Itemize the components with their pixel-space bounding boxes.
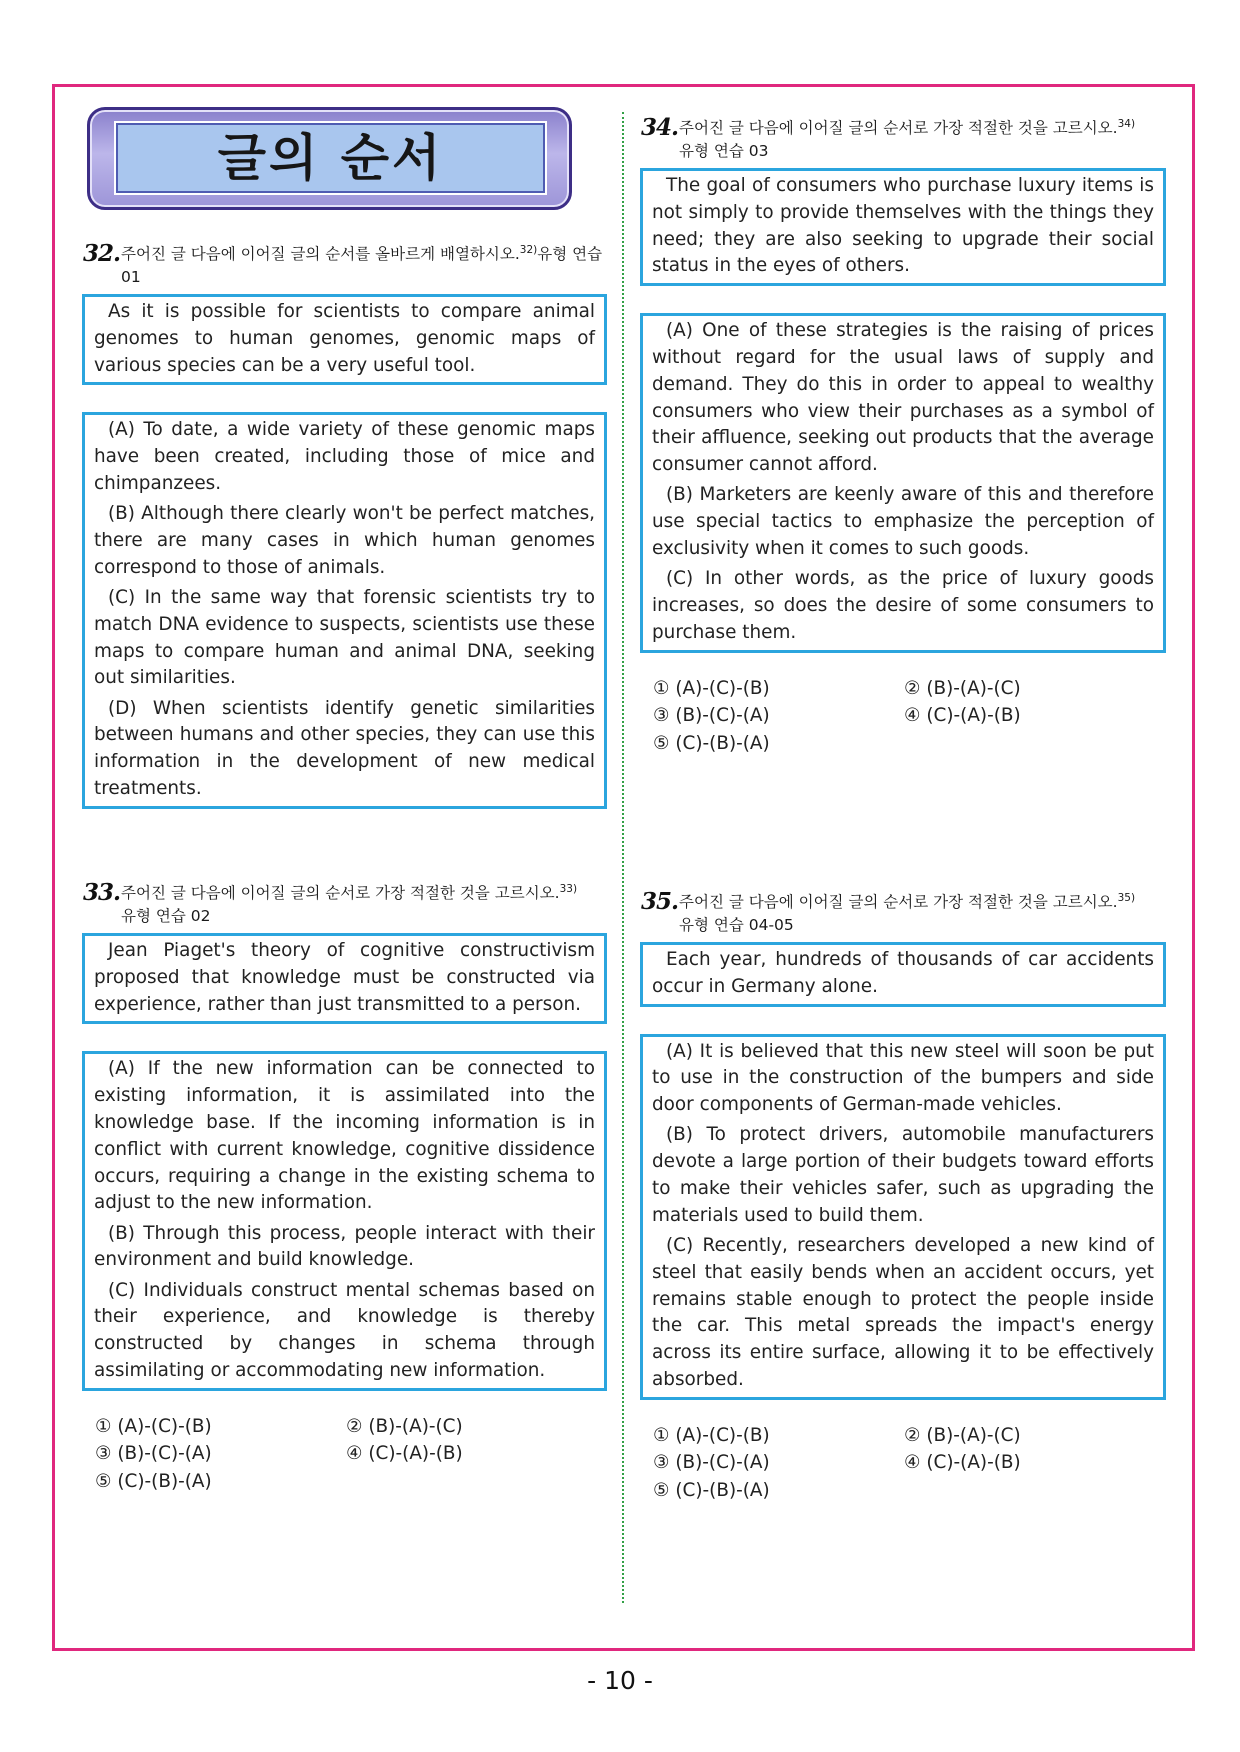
given-passage-text: Jean Piaget's theory of cognitive constructivism proposed that knowledge must be constructed via experience, rather than just transmitted to a person. — [94, 940, 595, 1015]
answer-option-4: ④ (C)-(A)-(B) — [904, 705, 1021, 727]
section-title-panel — [116, 123, 545, 193]
ordering-passages-box — [640, 1034, 1166, 1400]
answer-option-2: ② (B)-(A)-(C) — [904, 677, 1021, 699]
answer-option-3: ③ (B)-(C)-(A) — [95, 1443, 212, 1465]
footnote-marker: 35) — [1117, 892, 1136, 904]
passage-c: (C) Recently, researchers developed a new kind of steel that easily bends when an accident occurs, yet remains stable enough to protect the people inside the car. This metal spreads the impact's energy across its entire surface, allowing it to be effectively absorbed. — [652, 1234, 1154, 1390]
section-title-banner — [87, 107, 572, 210]
answer-options — [640, 1422, 1166, 1505]
answer-options — [640, 675, 1166, 758]
answer-option-5: ⑤ (C)-(B)-(A) — [653, 732, 770, 754]
question-header — [82, 240, 607, 288]
page-number: - 10 - — [587, 1666, 653, 1695]
footnote-marker: 34) — [1117, 118, 1136, 130]
passage-c: (C) In other words, as the price of luxury goods increases, so does the desire of some consumers to purchase them. — [652, 568, 1154, 643]
section-title: 글의 순서 — [217, 129, 444, 187]
question-34 — [640, 114, 1166, 757]
given-passage-box — [82, 933, 607, 1024]
answer-option-2: ② (B)-(A)-(C) — [346, 1415, 463, 1437]
passage-d: (D) When scientists identify genetic similarities between humans and other species, they can use this information in the development of new medical treatments. — [94, 697, 595, 799]
question-33 — [82, 879, 607, 1495]
answer-option-4: ④ (C)-(A)-(B) — [904, 1452, 1021, 1474]
answer-option-5: ⑤ (C)-(B)-(A) — [95, 1470, 212, 1492]
question-header — [640, 114, 1166, 162]
given-passage-text: The goal of consumers who purchase luxury items is not simply to provide themselves with the things they need; they are also seeking to upgrade their social status in the eyes of others. — [652, 175, 1154, 277]
question-number: 34. — [641, 114, 679, 141]
answer-option-1: ① (A)-(C)-(B) — [95, 1415, 212, 1437]
question-header — [640, 888, 1166, 936]
passage-c: (C) In the same way that forensic scientists try to match DNA evidence to suspects, scientists use these maps to compare human and animal DNA, seeking out similarities. — [94, 586, 595, 689]
passage-b: (B) Through this process, people interact with their environment and build knowledge. — [94, 1222, 595, 1271]
question-type-label: 유형 연습 02 — [121, 906, 211, 925]
ordering-passages-box — [82, 1051, 607, 1390]
passage-b: (B) Marketers are keenly aware of this and therefore use special tactics to emphasize the perception of exclusivity when it comes to such goods. — [652, 484, 1154, 559]
question-number: 33. — [83, 879, 121, 906]
passage-a: (A) One of these strategies is the raising of prices without regard for the usual laws of supply and demand. They do this in order to appeal to wealthy consumers who view their purchases as a symbol of their affluence, seeking out products that the average consumer cannot afford. — [652, 320, 1154, 476]
footnote-marker: 33) — [559, 883, 578, 895]
footnote-marker: 32) — [519, 244, 538, 256]
ordering-passages-box — [640, 313, 1166, 652]
answer-option-1: ① (A)-(C)-(B) — [653, 1424, 770, 1446]
answer-option-4: ④ (C)-(A)-(B) — [346, 1443, 463, 1465]
passage-b: (B) To protect drivers, automobile manufacturers devote a large portion of their budgets toward efforts to make their vehicles safer, such as upgrading the materials used to build them. — [652, 1124, 1154, 1226]
passage-a: (A) To date, a wide variety of these genomic maps have been created, including those of mice and chimpanzees. — [94, 419, 595, 494]
given-passage-text: As it is possible for scientists to compare animal genomes to human genomes, genomic maps of various species can be a very useful tool. — [94, 301, 595, 376]
question-instruction: 주어진 글 다음에 이어질 글의 순서로 가장 적절한 것을 고르시오. — [679, 119, 1118, 137]
given-passage-box — [640, 168, 1166, 286]
question-instruction: 주어진 글 다음에 이어질 글의 순서로 가장 적절한 것을 고르시오. — [121, 884, 560, 902]
passage-b: (B) Although there clearly won't be perfect matches, there are many cases in which human genomes correspond to those of animals. — [94, 503, 595, 578]
question-instruction: 주어진 글 다음에 이어질 글의 순서로 가장 적절한 것을 고르시오. — [679, 893, 1118, 911]
question-number: 35. — [641, 888, 679, 915]
question-type-label: 유형 연습 01 — [121, 245, 603, 286]
answer-option-3: ③ (B)-(C)-(A) — [653, 705, 770, 727]
passage-a: (A) If the new information can be connected to existing information, it is assimilated into the knowledge base. If the incoming information is in conflict with current knowledge, cognitive dissidence occurs, requiring a change in the existing schema to adjust to the new information. — [94, 1058, 595, 1214]
question-35 — [640, 888, 1166, 1504]
question-header — [82, 879, 607, 927]
passage-a: (A) It is believed that this new steel will soon be put to use in the construction of the bumpers and side door components of German-made vehicles. — [652, 1040, 1154, 1116]
question-type-label: 유형 연습 04-05 — [679, 915, 794, 934]
answer-option-3: ③ (B)-(C)-(A) — [653, 1452, 770, 1474]
answer-option-2: ② (B)-(A)-(C) — [904, 1424, 1021, 1446]
given-passage-text: Each year, hundreds of thousands of car accidents occur in Germany alone. — [652, 949, 1154, 997]
question-32 — [82, 240, 607, 809]
column-divider — [622, 112, 624, 1603]
answer-option-5: ⑤ (C)-(B)-(A) — [653, 1479, 770, 1501]
given-passage-box — [82, 294, 607, 385]
question-number: 32. — [83, 240, 121, 267]
given-passage-box — [640, 942, 1166, 1007]
ordering-passages-box — [82, 412, 607, 808]
passage-c: (C) Individuals construct mental schemas based on their experience, and knowledge is thereby constructed by changes in schema through assimilating or accommodating new information. — [94, 1279, 595, 1381]
answer-options — [82, 1413, 607, 1496]
question-instruction: 주어진 글 다음에 이어질 글의 순서를 올바르게 배열하시오. — [121, 245, 520, 263]
answer-option-1: ① (A)-(C)-(B) — [653, 677, 770, 699]
question-type-label: 유형 연습 03 — [679, 141, 769, 160]
